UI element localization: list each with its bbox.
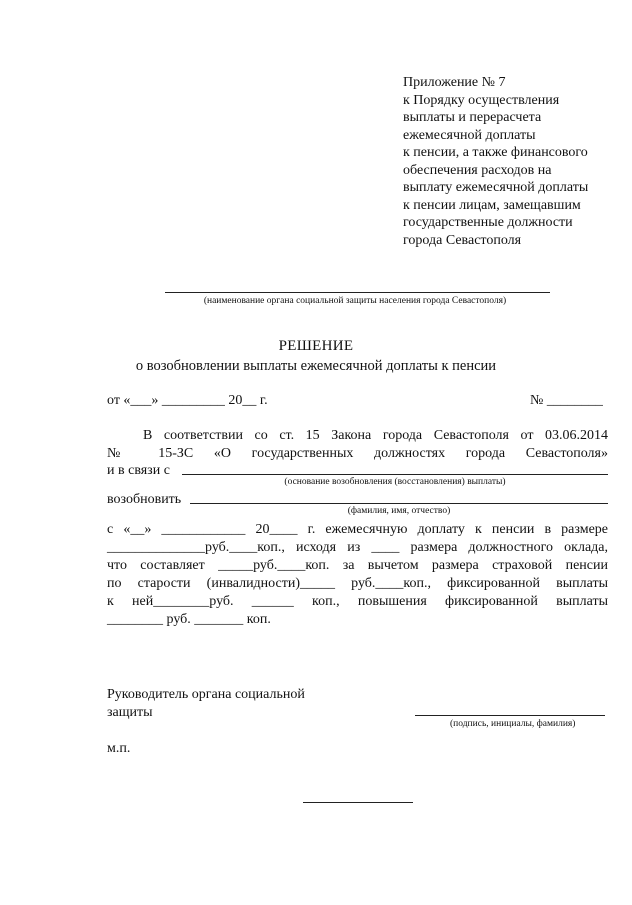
- head-title-line-2: защиты: [107, 705, 153, 720]
- body-para-line-2: ______________руб.____коп., исходя из ____ размера должностного оклада,: [107, 540, 608, 555]
- fullname-line: [190, 503, 608, 504]
- head-title-line-1: Руководитель органа социальной: [107, 687, 305, 702]
- signature-caption: (подпись, инициалы, фамилия): [450, 719, 576, 729]
- appendix-line: государственные должности: [403, 215, 573, 230]
- date-field: от «___» _________ 20__ г.: [107, 393, 268, 408]
- body-para-line-3: что составляет _____руб.____коп. за вычетом размера страховой пенсии: [107, 558, 608, 573]
- appendix-line: ежемесячной доплаты: [403, 127, 536, 143]
- body-line-1: В соответствии со ст. 15 Закона города Севастополя от 03.06.2014: [143, 428, 608, 443]
- body-line-2: № 15-ЗС «О государственных должностях города Севастополя»: [107, 446, 608, 461]
- appendix-line: города Севастополя: [403, 232, 522, 248]
- body-para-line-4: по старости (инвалидности)_____ руб.____коп., фиксированной выплаты: [107, 576, 608, 591]
- reason-prefix: и в связи с: [107, 463, 170, 478]
- appendix-line: выплаты и перерасчета: [403, 110, 542, 125]
- signature-line: [415, 715, 605, 716]
- appendix-line: к пенсии, а также финансового: [403, 145, 588, 160]
- document-title: РЕШЕНИЕ: [278, 338, 354, 354]
- resume-label: возобновить: [107, 492, 182, 507]
- body-para-line-5: к ней________руб. ______ коп., повышения фиксированной выплаты: [107, 594, 608, 609]
- appendix-line: к Порядку осуществления: [403, 92, 560, 108]
- document-subtitle: о возобновлении выплаты ежемесячной доплаты к пенсии: [135, 358, 497, 374]
- org-name-line: [165, 292, 550, 293]
- body-para-line-6: ________ руб. _______ коп.: [107, 612, 271, 627]
- org-name-caption: (наименование органа социальной защиты населения города Севастополя): [203, 296, 507, 306]
- reason-line: [182, 474, 608, 475]
- reason-caption: (основание возобновления (восстановления) выплаты): [284, 477, 506, 487]
- appendix-line: Приложение № 7: [403, 75, 506, 90]
- bottom-line: [303, 802, 413, 803]
- stamp-mark: м.п.: [107, 741, 131, 756]
- appendix-line: обеспечения расходов на: [403, 162, 552, 178]
- fullname-caption: (фамилия, имя, отчество): [347, 506, 451, 516]
- appendix-block: [403, 74, 628, 249]
- body-para-line-1: с «__» ____________ 20____ г. ежемесячную доплату к пенсии в размере: [107, 522, 608, 537]
- appendix-line: к пенсии лицам, замещавшим: [403, 197, 581, 213]
- appendix-line: выплату ежемесячной доплаты: [403, 180, 589, 195]
- number-field: № ________: [530, 393, 603, 408]
